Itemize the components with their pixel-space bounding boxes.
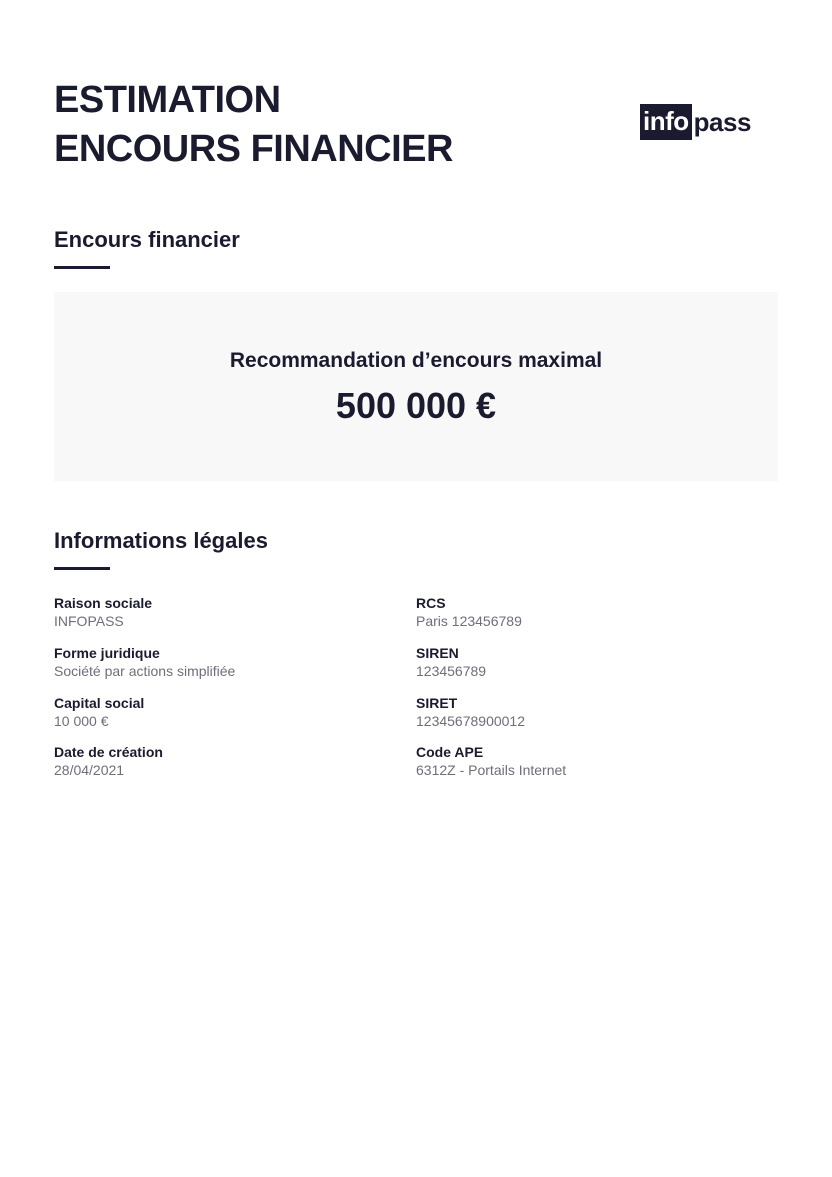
field-siren — [416, 644, 746, 680]
logo-pass-part: pass — [693, 107, 751, 137]
field-date-creation — [54, 743, 384, 779]
page-title-line-2: ENCOURS FINANCIER — [54, 128, 453, 170]
encours-value: 500 000 € — [335, 385, 497, 426]
field-value: Paris 123456789 — [416, 613, 522, 629]
field-value: 123456789 — [416, 663, 487, 679]
page-title-line-1: ESTIMATION — [54, 79, 281, 121]
field-forme-juridique — [54, 644, 384, 680]
field-label: RCS — [416, 595, 446, 611]
field-value: 10 000 € — [54, 713, 109, 729]
field-label: Raison sociale — [54, 595, 153, 611]
logo-info-part: info — [640, 104, 692, 140]
field-label: Capital social — [54, 695, 145, 711]
page-title — [54, 76, 453, 174]
field-label: SIREN — [416, 645, 459, 661]
section-title-legal: Informations légales — [54, 528, 268, 553]
section-title-encours: Encours financier — [54, 227, 240, 252]
field-value: 28/04/2021 — [54, 762, 125, 778]
field-raison-sociale — [54, 594, 384, 630]
field-value: 12345678900012 — [416, 713, 526, 729]
section-underline-legal — [54, 567, 110, 570]
field-rcs — [416, 594, 746, 630]
infopass-logo — [640, 104, 751, 140]
field-value: 6312Z - Portails Internet — [416, 762, 567, 778]
section-underline-encours — [54, 266, 110, 269]
field-capital-social — [54, 694, 384, 730]
field-label: Date de création — [54, 744, 163, 760]
encours-label: Recommandation d’encours maximal — [229, 349, 603, 372]
encours-panel — [54, 292, 778, 481]
field-label: Forme juridique — [54, 645, 160, 661]
field-code-ape — [416, 743, 746, 779]
field-value: Société par actions simplifiée — [54, 663, 236, 679]
field-value: INFOPASS — [54, 613, 124, 629]
field-label: Code APE — [416, 744, 484, 760]
field-label: SIRET — [416, 695, 458, 711]
field-siret — [416, 694, 746, 730]
